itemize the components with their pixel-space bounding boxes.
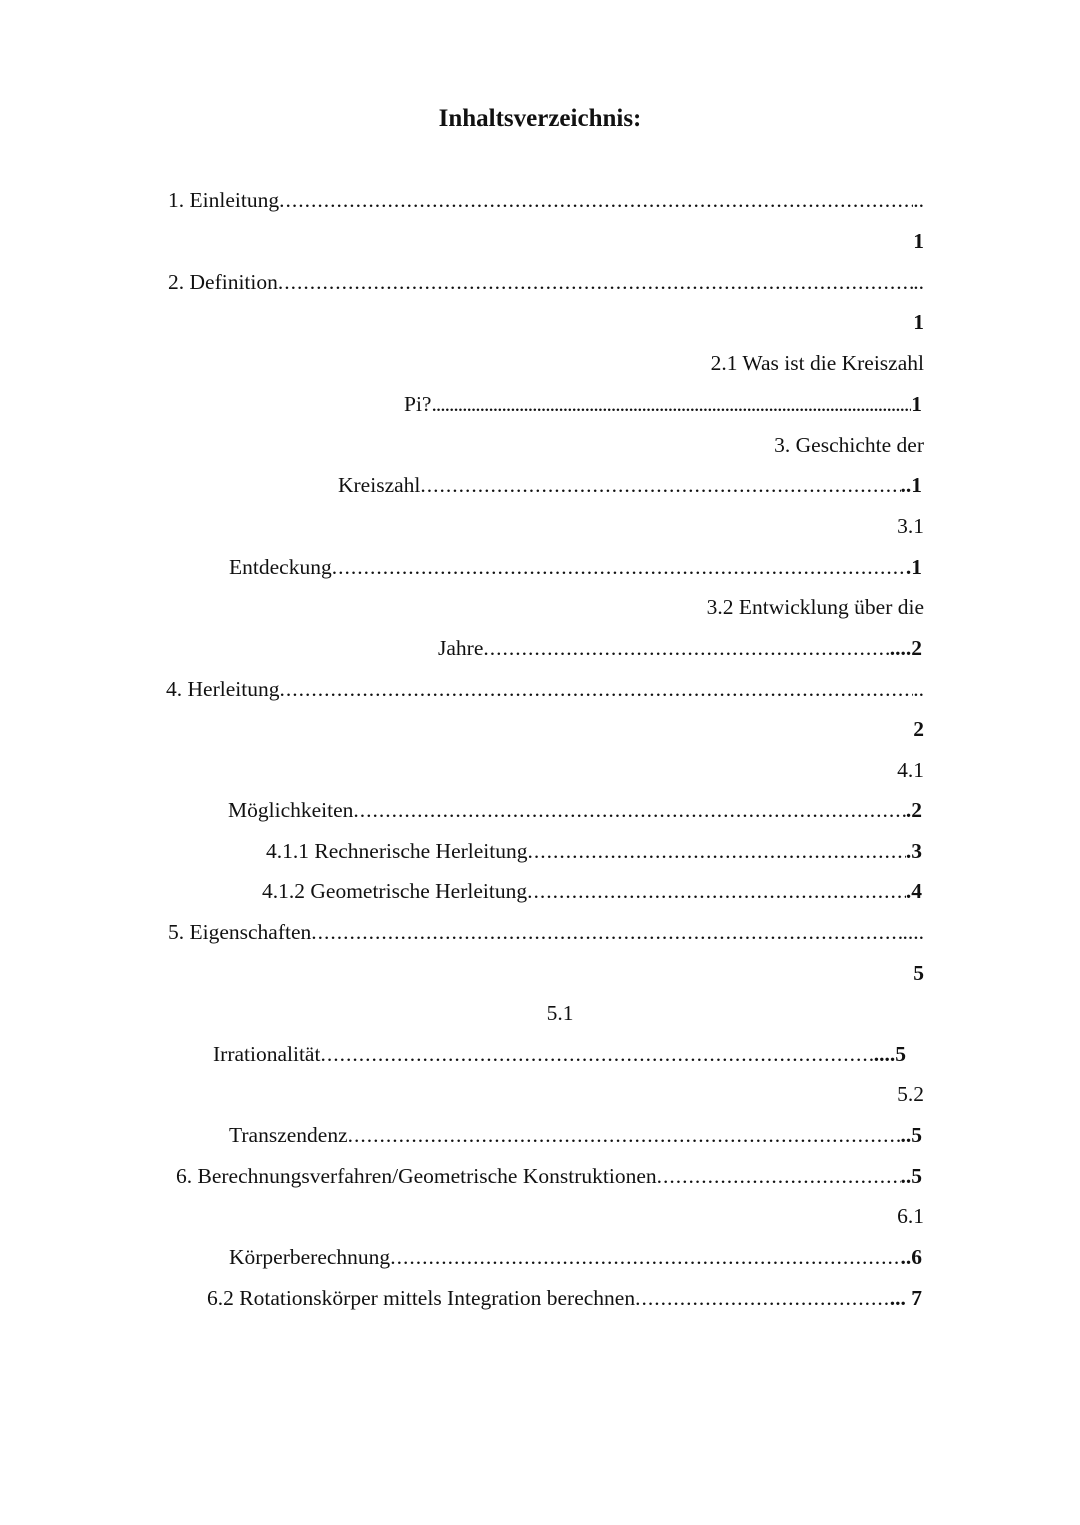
leader-dots [390, 1243, 900, 1271]
toc-entry-label: Entdeckung [229, 555, 332, 579]
toc-entry-label: Pi? [404, 392, 432, 416]
leader-dots [657, 1162, 901, 1190]
toc-entry-label: 4.1.1 Rechnerische Herleitung [266, 839, 528, 863]
toc-entry-moeglichkeiten[interactable] [228, 796, 922, 824]
toc-page-number: 1 [911, 392, 922, 416]
leader-dots [348, 1121, 901, 1149]
toc-entry-label: Transzendenz [229, 1123, 348, 1147]
toc-page-number: ..1 [900, 473, 922, 497]
toc-page-number: .3 [905, 839, 922, 863]
toc-page-number: ... 7 [889, 1286, 922, 1310]
toc-entry-label: 2. Definition [168, 270, 278, 294]
toc-entry-rechnerische-herleitung[interactable] [266, 837, 922, 865]
leader-dots [311, 918, 902, 946]
leader-dots [332, 553, 906, 581]
toc-entry-label: Möglichkeiten [228, 798, 354, 822]
toc-page-number: ....5 [873, 1042, 906, 1066]
toc-entry-label: Jahre [438, 636, 484, 660]
toc-page-number: .4 [905, 879, 922, 903]
toc-entry-label: 4.1.2 Geometrische Herleitung [262, 879, 528, 903]
leader-dots [527, 877, 906, 905]
toc-page-number: ..6 [900, 1245, 922, 1269]
toc-entry-geschichte[interactable]: 3. Geschichte der [774, 433, 924, 457]
toc-entry-einleitung[interactable] [168, 186, 924, 214]
toc-page-number: .2 [905, 798, 922, 822]
leader-dots [431, 390, 911, 418]
toc-entry-number-4-1[interactable]: 4.1 [897, 758, 924, 782]
leader-dots [483, 634, 889, 662]
leader-dots [320, 1040, 873, 1068]
toc-entry-koerperberechnung[interactable] [229, 1243, 922, 1271]
toc-page-number: 1 [913, 310, 924, 334]
toc-entry-number-6-1[interactable]: 6.1 [897, 1204, 924, 1228]
toc-page-number: 5 [913, 961, 924, 985]
toc-page-number: 2 [913, 717, 924, 741]
toc-entry-number-3-1[interactable]: 3.1 [897, 514, 924, 538]
toc-entry-number-5-2[interactable]: 5.2 [897, 1082, 924, 1106]
leader-dots [528, 837, 906, 865]
toc-page-number: ..5 [900, 1123, 922, 1147]
toc-page-number: ..5 [900, 1164, 922, 1188]
toc-entry-transzendenz[interactable] [229, 1121, 922, 1149]
toc-entry-leader-end: .... [902, 920, 924, 944]
toc-entry-label: 1. Einleitung [168, 188, 280, 212]
toc-entry-label: 5. Eigenschaften [168, 920, 312, 944]
leader-dots [420, 471, 900, 499]
toc-entry-berechnungsverfahren[interactable] [176, 1162, 922, 1190]
toc-title: Inhaltsverzeichnis: [438, 105, 642, 132]
leader-dots [635, 1284, 890, 1312]
toc-entry-irrationalitaet[interactable] [213, 1040, 906, 1068]
toc-entry-leader-end: .. [913, 188, 924, 212]
toc-entry-label: Irrationalität [213, 1042, 321, 1066]
leader-dots [279, 186, 913, 214]
toc-page-number: 1 [913, 229, 924, 253]
leader-dots [353, 796, 905, 824]
toc-entry-kreiszahl-continuation[interactable] [338, 471, 922, 499]
toc-entry-leader-end: .. [913, 270, 924, 294]
toc-entry-leader-end: .. [913, 677, 924, 701]
toc-page-number: .1 [905, 555, 922, 579]
toc-entry-rotationskoerper[interactable] [207, 1284, 922, 1312]
toc-entry-entdeckung[interactable] [229, 553, 922, 581]
toc-entry-label: Körperberechnung [229, 1245, 391, 1269]
leader-dots [279, 675, 913, 703]
toc-entry-label: 6. Berechnungsverfahren/Geometrische Konstruktionen [176, 1164, 657, 1188]
toc-entry-label: 6.2 Rotationskörper mittels Integration berechnen [207, 1286, 636, 1310]
toc-entry-herleitung[interactable] [166, 675, 924, 703]
toc-entry-label: 4. Herleitung [166, 677, 280, 701]
toc-entry-number-5-1[interactable]: 5.1 [546, 1001, 574, 1025]
leader-dots [278, 268, 913, 296]
toc-entry-geometrische-herleitung[interactable] [262, 877, 922, 905]
toc-entry-was-ist-kreiszahl[interactable]: 2.1 Was ist die Kreiszahl [710, 351, 924, 375]
toc-entry-pi-continuation[interactable] [404, 390, 922, 418]
toc-entry-jahre-continuation[interactable] [438, 634, 922, 662]
toc-entry-eigenschaften[interactable] [168, 918, 924, 946]
toc-entry-definition[interactable] [168, 268, 924, 296]
toc-entry-entwicklung[interactable]: 3.2 Entwicklung über die [706, 595, 924, 619]
toc-entry-label: Kreiszahl [338, 473, 421, 497]
toc-page-number: ....2 [889, 636, 922, 660]
